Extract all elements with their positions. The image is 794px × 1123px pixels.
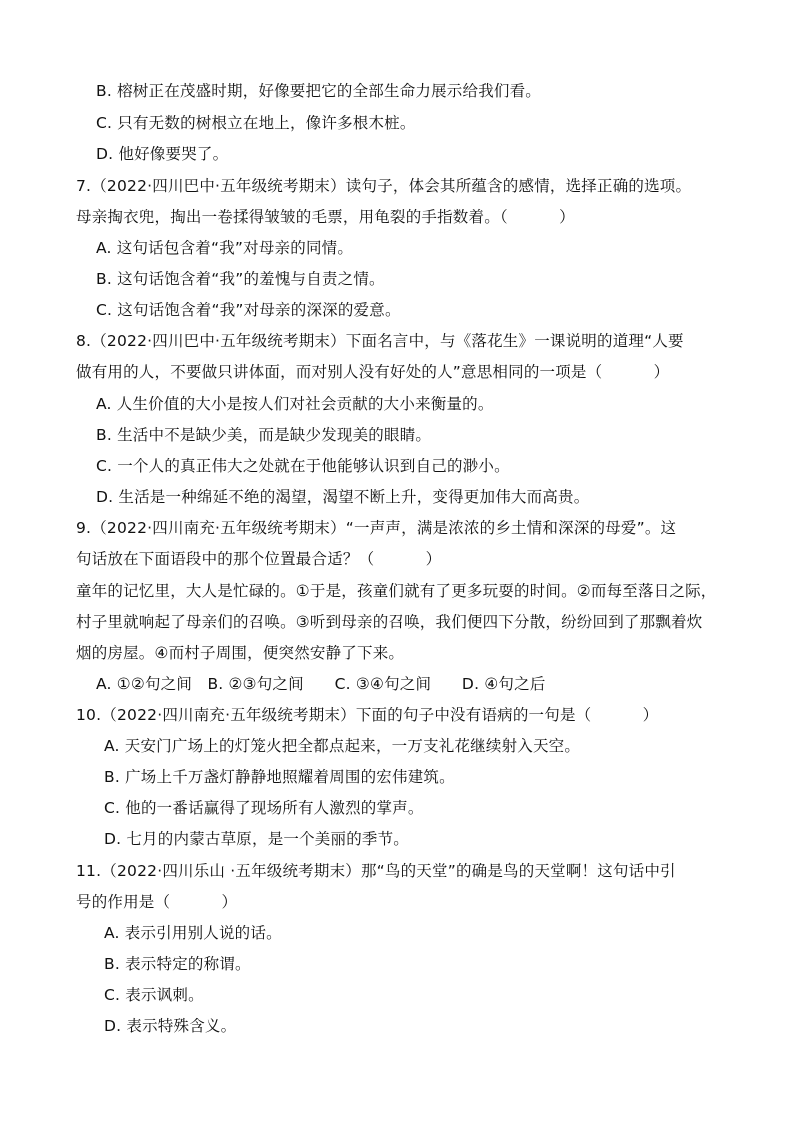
q11-stem-1: 11.（2022·四川乐山 ·五年级统考期末）那“鸟的天堂”的确是鸟的天堂啊！这句话中引 [76, 862, 676, 880]
q9-passage-2: 村子里就响起了母亲们的召唤。③听到母亲的召唤，我们便四下分散，纷纷回到了那飘着炊 [76, 613, 703, 631]
q10-option-d: D. 七月的内蒙古草原，是一个美丽的季节。 [104, 830, 409, 848]
q8-option-b: B. 生活中不是缺少美，而是缺少发现美的眼睛。 [96, 426, 432, 444]
q8-stem-1: 8.（2022·四川巴中·五年级统考期末）下面名言中，与《落花生》一课说明的道理“人要 [76, 332, 684, 350]
q7-stem: 7.（2022·四川巴中·五年级统考期末）读句子，体会其所蕴含的感情，选择正确的选项。 [76, 177, 692, 195]
q7-option-a: A. 这句话包含着“我”对母亲的同情。 [96, 239, 354, 257]
q10-option-c: C. 他的一番话赢得了现场所有人激烈的掌声。 [104, 799, 424, 817]
q11-option-b: B. 表示特定的称谓。 [104, 955, 251, 973]
q6-option-d: D. 他好像要哭了。 [96, 145, 229, 163]
q8-stem-2: 做有用的人，不要做只讲体面，而对别人没有好处的人”意思相同的一项是（ ） [76, 363, 670, 381]
q9-options: A. ①②句之间 B. ②③句之间 C. ③④句之间 D. ④句之后 [96, 675, 546, 693]
q9-stem-1: 9.（2022·四川南充·五年级统考期末）“一声声，满是浓浓的乡土情和深深的母爱”。这 [76, 519, 677, 537]
q7-sentence: 母亲掏衣兜，掏出一卷揉得皱皱的毛票，用龟裂的手指数着。（ ） [76, 208, 575, 226]
q7-option-c: C. 这句话饱含着“我”对母亲的深深的爱意。 [96, 301, 401, 319]
q11-option-d: D. 表示特殊含义。 [104, 1017, 237, 1035]
q8-option-a: A. 人生价值的大小是按人们对社会贡献的大小来衡量的。 [96, 395, 494, 413]
q8-option-c: C. 一个人的真正伟大之处就在于他能够认识到自己的渺小。 [96, 457, 510, 475]
q9-passage-3: 烟的房屋。④而村子周围，便突然安静了下来。 [76, 644, 405, 662]
q10-stem: 10.（2022·四川南充·五年级统考期末）下面的句子中没有语病的一句是（ ） [76, 706, 659, 724]
q8-option-d: D. 生活是一种绵延不绝的渴望，渴望不断上升，变得更加伟大而高贵。 [96, 488, 590, 506]
q7-option-b: B. 这句话饱含着“我”的羞愧与自责之情。 [96, 270, 385, 288]
q10-option-a: A. 天安门广场上的灯笼火把全都点起来，一万支礼花继续射入天空。 [104, 737, 581, 755]
q11-stem-2: 号的作用是（ ） [76, 893, 238, 911]
q11-option-a: A. 表示引用别人说的话。 [104, 924, 282, 942]
q6-option-b: B. 榕树正在茂盛时期，好像要把它的全部生命力展示给我们看。 [96, 82, 541, 100]
q6-option-c: C. 只有无数的树根立在地上，像许多根木桩。 [96, 114, 416, 132]
q9-stem-2: 句话放在下面语段中的那个位置最合适？（ ） [76, 550, 442, 568]
q11-option-c: C. 表示讽刺。 [104, 986, 204, 1004]
q10-option-b: B. 广场上千万盏灯静静地照耀着周围的宏伟建筑。 [104, 768, 455, 786]
q9-passage-1: 童年的记忆里，大人是忙碌的。①于是，孩童们就有了更多玩耍的时间。②而每至落日之际， [76, 582, 717, 600]
